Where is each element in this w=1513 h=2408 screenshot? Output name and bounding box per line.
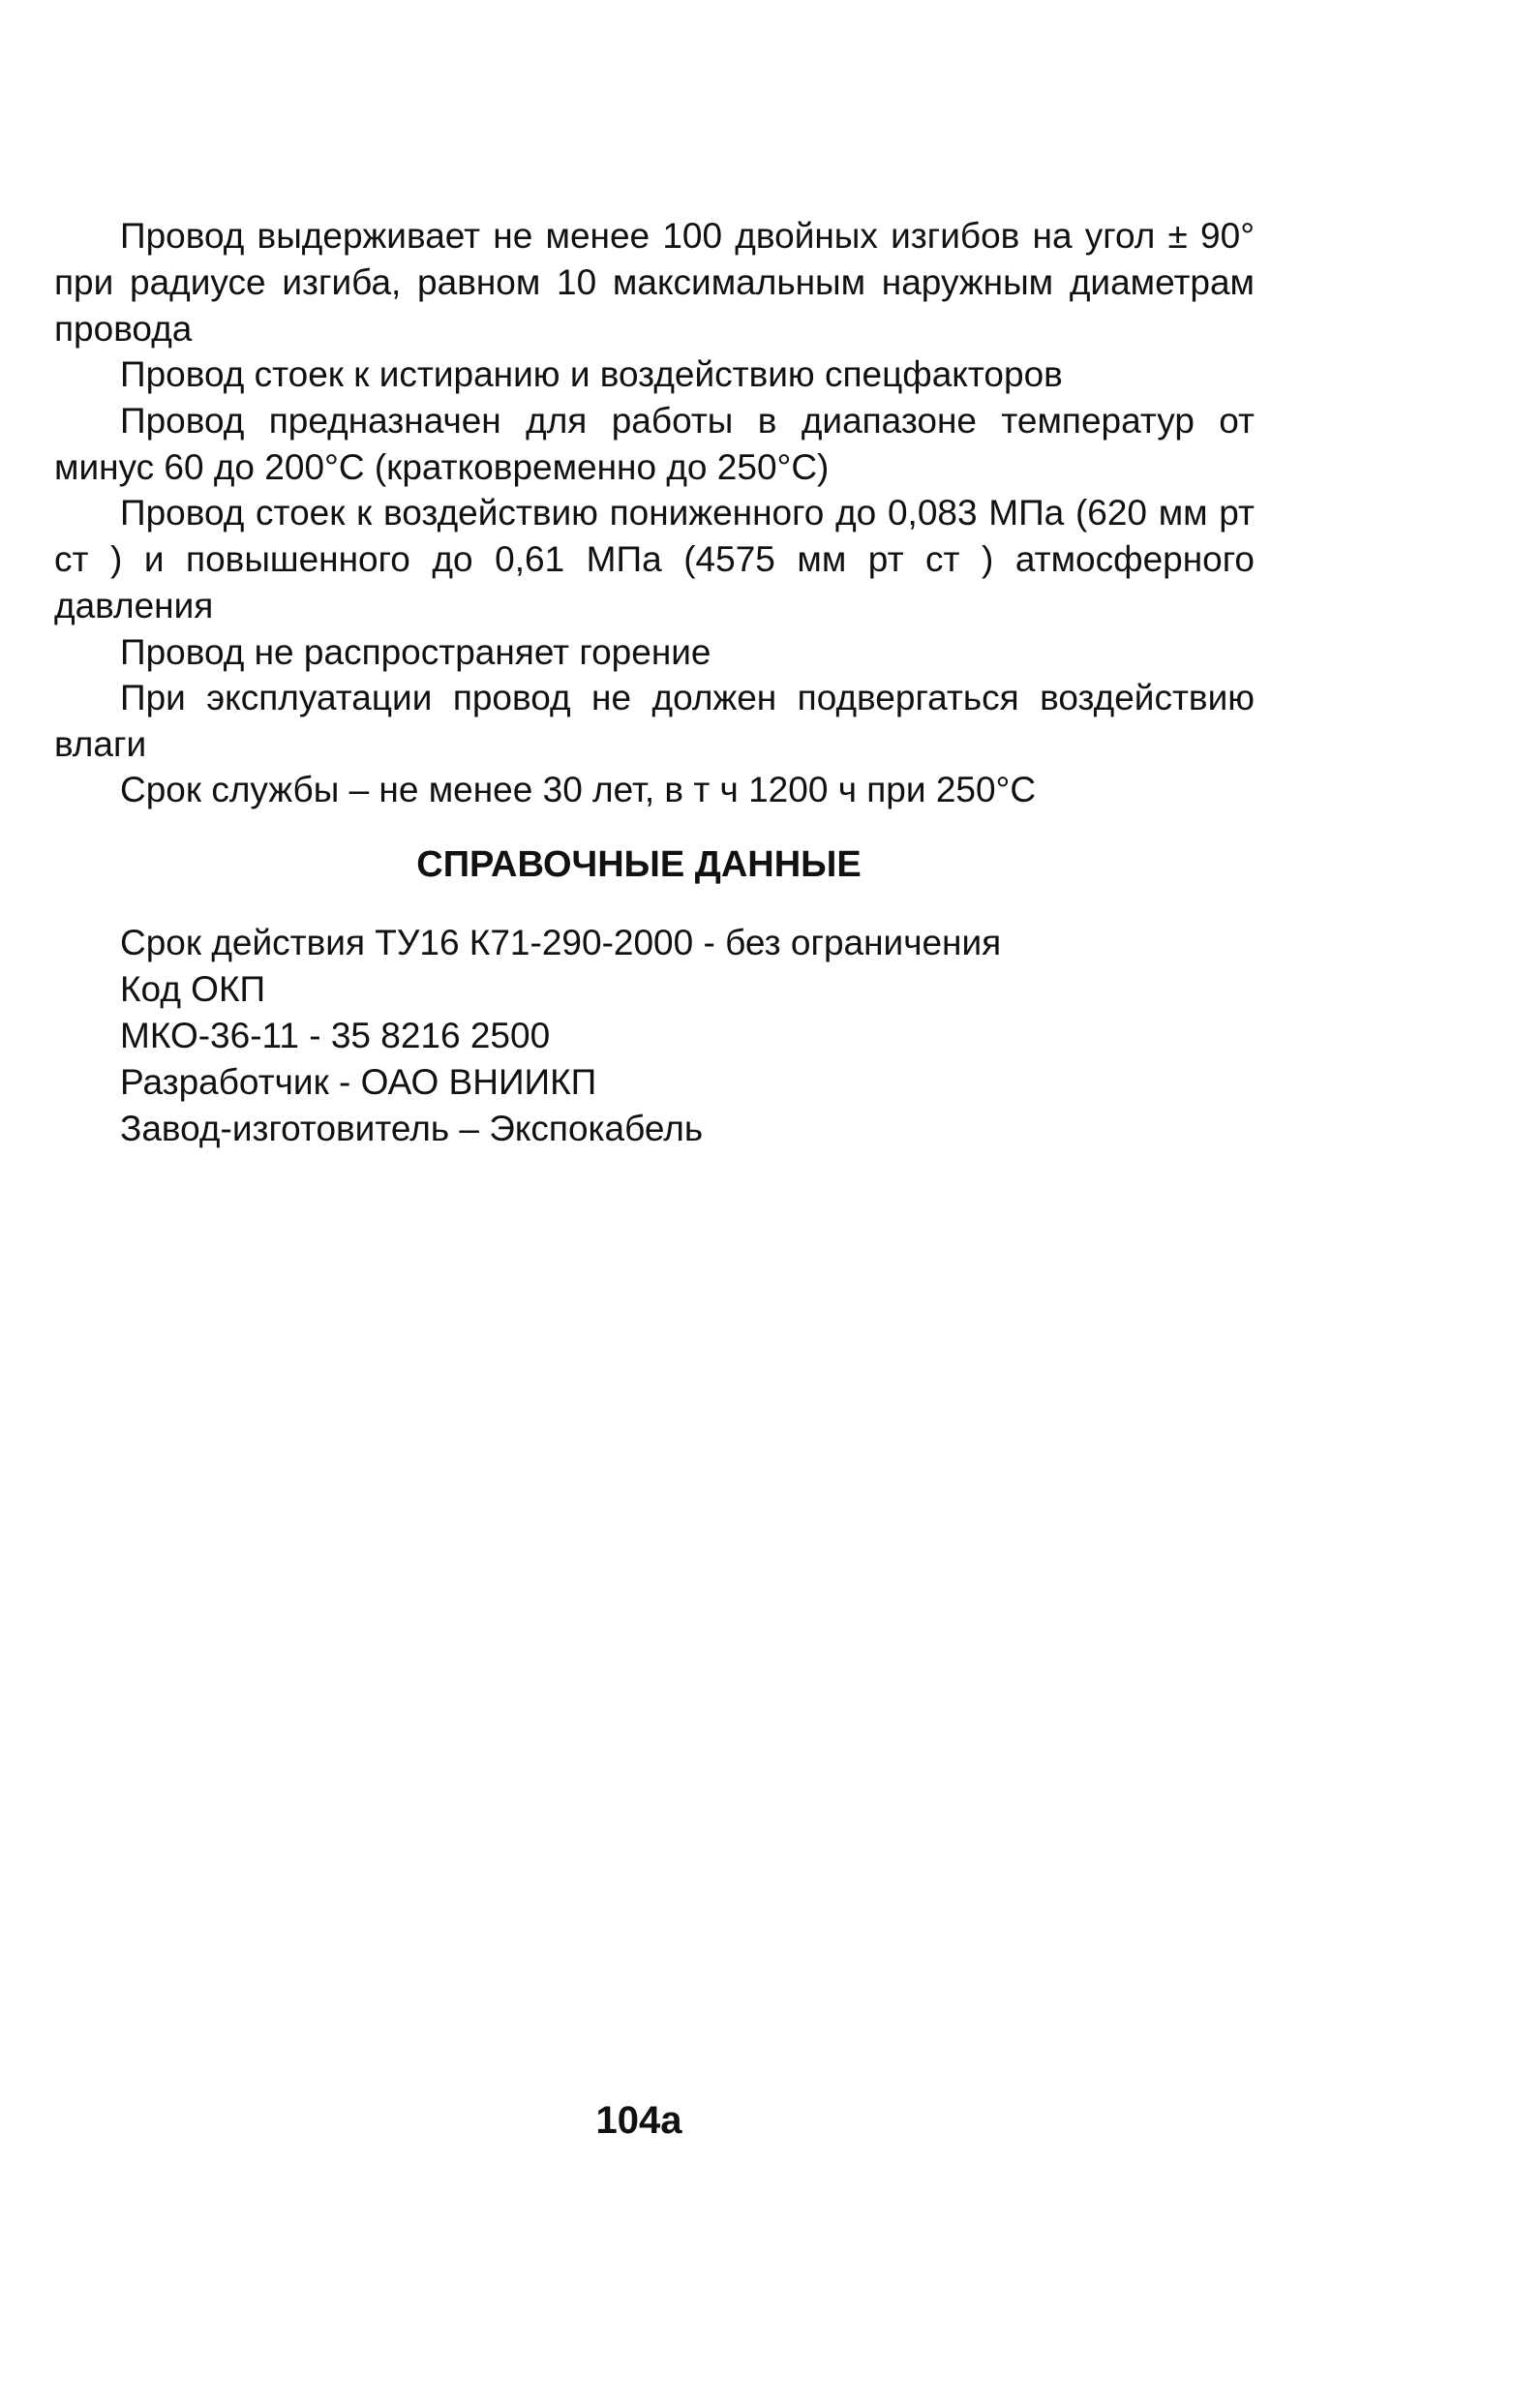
- paragraph-service-life: Срок службы – не менее 30 лет, в т ч 1200 ч при 250°С: [120, 770, 1037, 809]
- reference-line-okp-code: Код ОКП: [120, 969, 266, 1009]
- reference-line-mko-code: МКО-36-11 - 35 8216 2500: [120, 1016, 551, 1055]
- reference-line-manufacturer: Завод-изготовитель – Экспокабель: [120, 1109, 704, 1148]
- paragraph-pressure-resistance: Провод стоек к воздействию пониженного до 0,083 МПа (620 мм рт ст ) и повышенного до 0,61 МПа (4575 мм рт ст ) атмосферного давления: [54, 493, 1255, 625]
- paragraph-fire-resistance: Провод не распространяет горение: [120, 632, 711, 672]
- paragraph-bend-resistance: Провод выдерживает не менее 100 двойных изгибов на угол ± 90° при радиусе изгиба, равном 10 максимальным наружным диаметрам провода: [54, 216, 1255, 349]
- reference-line-validity: Срок действия ТУ16 К71-290-2000 - без ограничения: [120, 923, 1002, 962]
- reference-heading: СПРАВОЧНЫЕ ДАННЫЕ: [416, 844, 862, 885]
- paragraph-moisture-warning: При эксплуатации провод не должен подвергаться воздействию влаги: [54, 678, 1255, 764]
- paragraph-temperature-range: Провод предназначен для работы в диапазоне температур от минус 60 до 200°С (кратковременно до 250°С): [54, 401, 1255, 487]
- reference-line-developer: Разработчик - ОАО ВНИИКП: [120, 1062, 597, 1102]
- paragraph-abrasion-resistance: Провод стоек к истиранию и воздействию спецфакторов: [120, 354, 1063, 394]
- page-number: 104а: [595, 2099, 682, 2142]
